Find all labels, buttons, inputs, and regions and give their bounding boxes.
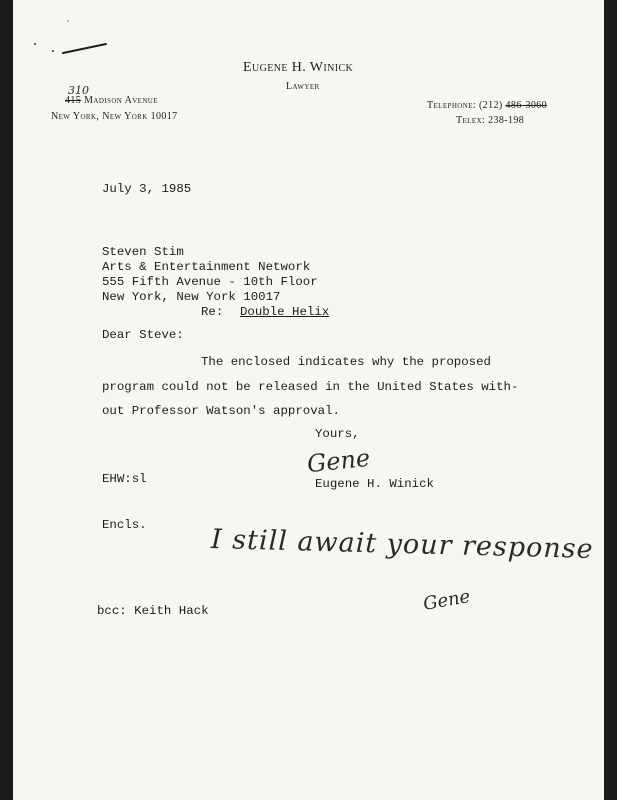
reference-initials: EHW:sl	[102, 472, 147, 486]
telephone-struck-number: 486-3060	[505, 100, 548, 111]
letterhead-name: Eugene H. Winick	[243, 60, 354, 75]
recipient-line-3: 555 Fifth Avenue - 10th Floor	[102, 275, 318, 289]
closing: Yours,	[315, 427, 360, 441]
letter-page	[13, 0, 604, 800]
bcc-line: bcc: Keith Hack	[97, 604, 209, 618]
struck-street-number: 415	[65, 95, 82, 106]
letterhead-address-line1	[65, 95, 158, 106]
recipient-line-2: Arts & Entertainment Network	[102, 260, 311, 274]
re-subject: Double Helix	[240, 305, 330, 319]
handwritten-note-signature: Gene	[421, 586, 472, 615]
recipient-line-4: New York, New York 10017	[102, 290, 281, 304]
salutation: Dear Steve:	[102, 328, 184, 342]
re-label: Re:	[201, 305, 224, 319]
letterhead-telex: Telex: 238-198	[456, 115, 525, 126]
body-line-3: out Professor Watson's approval.	[102, 404, 340, 418]
signer-name: Eugene H. Winick	[315, 477, 434, 491]
body-line-1: The enclosed indicates why the proposed	[201, 355, 491, 369]
body-line-2: program could not be released in the United States with-	[102, 380, 519, 394]
handwritten-note: I still await your response	[210, 524, 594, 566]
handwritten-street-number: 310	[68, 84, 89, 97]
letter-date: July 3, 1985	[102, 182, 192, 196]
recipient-line-1: Steven Stim	[102, 245, 184, 259]
signature: Gene	[305, 443, 372, 479]
letterhead-telephone	[427, 100, 547, 111]
telephone-prefix: Telephone: (212)	[427, 100, 503, 111]
letterhead-role: Lawyer	[286, 81, 320, 92]
street-name: Madison Avenue	[84, 95, 158, 106]
enclosures: Encls.	[102, 518, 147, 532]
letterhead-address-line2: New York, New York 10017	[51, 111, 178, 122]
